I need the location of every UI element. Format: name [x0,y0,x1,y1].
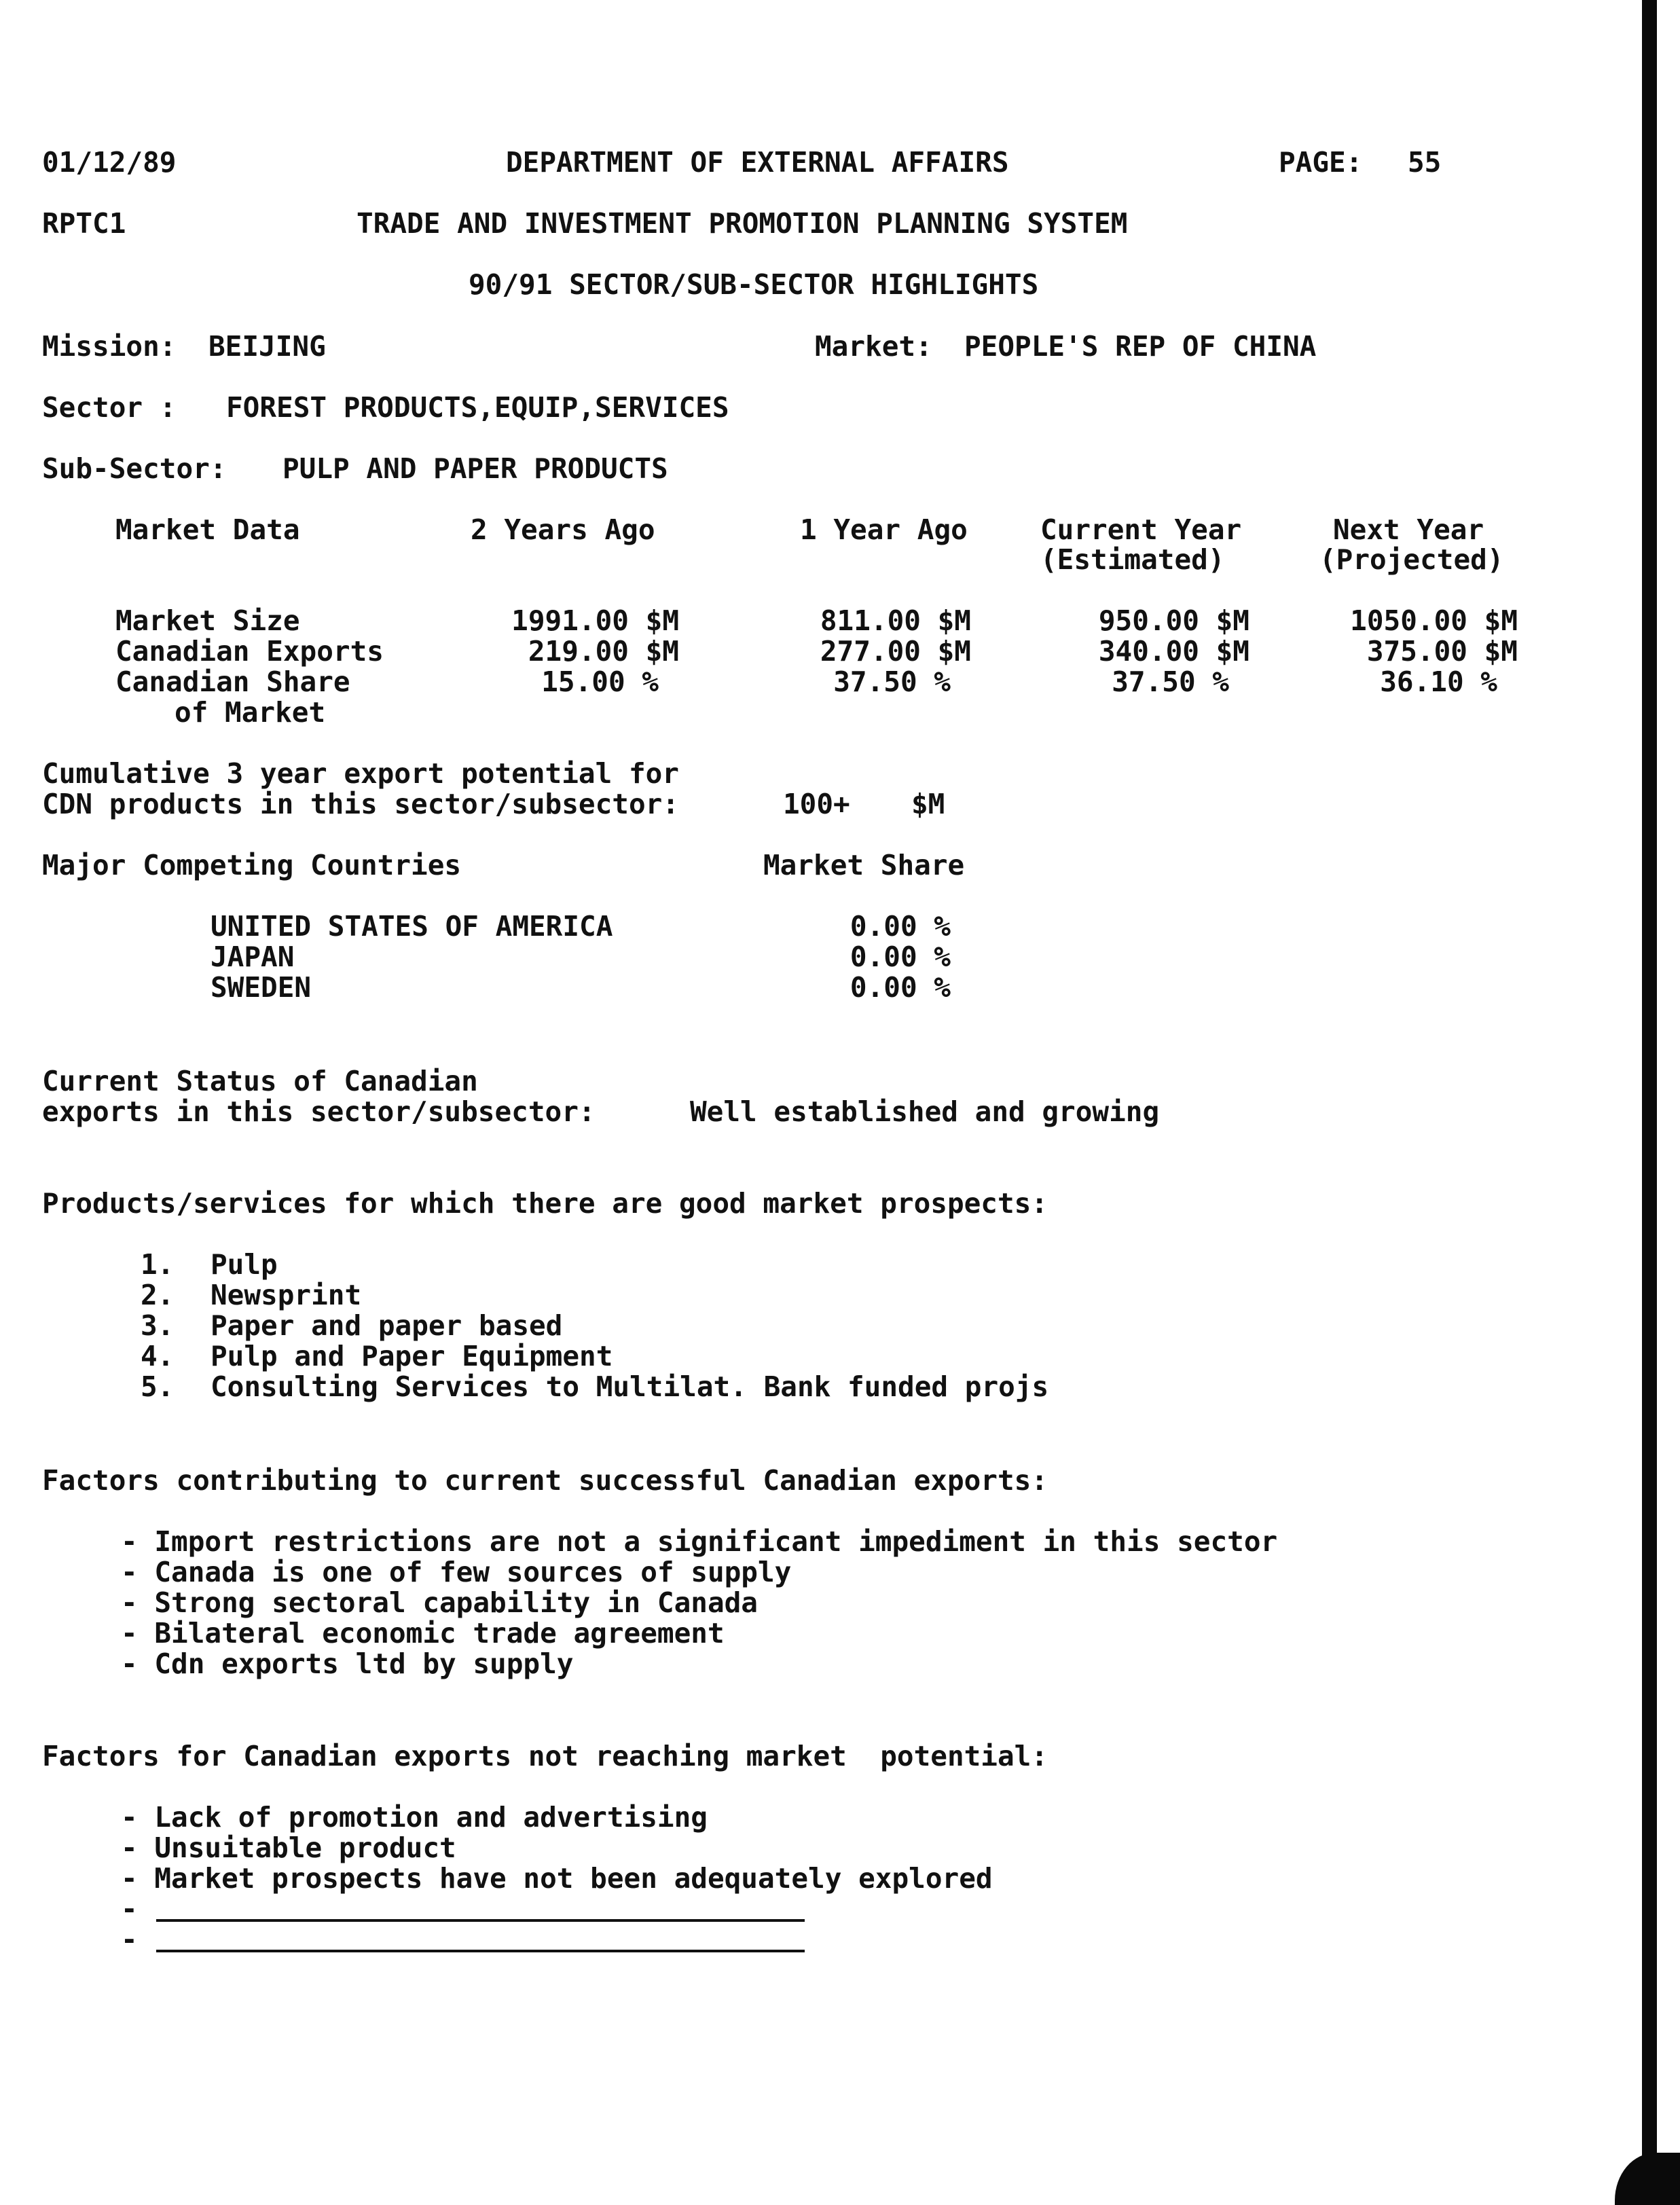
col-current-year: Current Year [1040,513,1242,546]
cell-exports-cur: 340.00 $M [1098,635,1249,668]
cell-market-size-1y: 811.00 $M [820,604,971,637]
competitors-share-header: Market Share [763,849,965,881]
product-number: 4. [141,1340,175,1372]
cumulative-label-line2: CDN products in this sector/subsector: [42,788,679,820]
blank-factor-dash: - [121,1923,138,1956]
barrier-factors-heading: Factors for Canadian exports not reaching market potential: [42,1740,1048,1772]
status-value: Well established and growing [690,1095,1160,1128]
col-one-year-ago: 1 Year Ago [800,513,968,546]
product-item: Pulp and Paper Equipment [211,1340,613,1372]
product-item: Pulp [211,1248,278,1281]
col-next-year-note: (Projected) [1319,543,1504,576]
product-number: 5. [141,1370,175,1403]
market-value: PEOPLE'S REP OF CHINA [964,330,1317,363]
competitor-country: SWEDEN [211,971,312,1004]
competitor-country: UNITED STATES OF AMERICA [211,910,613,943]
cell-market-size-next: 1050.00 $M [1350,604,1518,637]
cumulative-unit: $M [911,788,945,820]
page-number: 55 [1408,146,1442,179]
scan-edge-bar [1642,0,1657,2205]
sector-value: FOREST PRODUCTS,EQUIP,SERVICES [226,391,729,424]
cell-share-1y: 37.50 % [833,666,951,698]
row-label-canadian-share: Canadian Share [115,666,350,698]
col-current-year-note: (Estimated) [1040,543,1225,576]
scan-edge-foot [1615,2153,1680,2205]
mission-value: BEIJING [208,330,326,363]
barrier-factor-item: - Unsuitable product [121,1832,456,1864]
status-label-line1: Current Status of Canadian [42,1065,478,1097]
success-factor-item: - Cdn exports ltd by supply [121,1647,574,1680]
cell-market-size-cur: 950.00 $M [1098,604,1249,637]
col-next-year: Next Year [1333,513,1484,546]
sector-label: Sector : [42,391,177,424]
success-factor-item: - Bilateral economic trade agreement [121,1617,725,1650]
subsector-value: PULP AND PAPER PRODUCTS [282,452,668,485]
blank-factor-line [156,1919,805,1922]
cumulative-value: 100+ [783,788,850,820]
success-factor-item: - Strong sectoral capability in Canada [121,1586,758,1619]
product-number: 1. [141,1248,175,1281]
cell-share-2y: 15.00 % [541,666,659,698]
products-heading: Products/services for which there are good market prospects: [42,1187,1048,1220]
cell-share-cur: 37.50 % [1112,666,1229,698]
page-label: PAGE: [1279,146,1363,179]
product-item: Newsprint [211,1279,362,1311]
mission-label: Mission: [42,330,177,363]
row-label-canadian-share-cont: of Market [175,696,326,729]
competitor-share: 0.00 % [850,910,951,943]
cell-market-size-2y: 1991.00 $M [511,604,679,637]
barrier-factor-item: - Lack of promotion and advertising [121,1801,708,1834]
market-data-header: Market Data [115,513,300,546]
cumulative-label-line1: Cumulative 3 year export potential for [42,757,679,790]
market-label: Market: [815,330,932,363]
barrier-factor-item: - Market prospects have not been adequately explored [121,1862,993,1895]
product-number: 2. [141,1279,175,1311]
product-number: 3. [141,1309,175,1342]
competitor-share: 0.00 % [850,971,951,1004]
blank-factor-line [156,1950,805,1952]
cell-share-next: 36.10 % [1380,666,1497,698]
report-date: 01/12/89 [42,146,177,179]
department-title: DEPARTMENT OF EXTERNAL AFFAIRS [506,146,1009,179]
report-subtitle: 90/91 SECTOR/SUB-SECTOR HIGHLIGHTS [469,268,1039,301]
subsector-label: Sub-Sector: [42,452,227,485]
report-code: RPTC1 [42,207,126,240]
product-item: Paper and paper based [211,1309,563,1342]
col-two-years-ago: 2 Years Ago [471,513,655,546]
cell-exports-next: 375.00 $M [1366,635,1518,668]
success-factor-item: - Canada is one of few sources of supply [121,1556,792,1588]
cell-exports-2y: 219.00 $M [528,635,679,668]
blank-factor-dash: - [121,1893,138,1925]
system-title: TRADE AND INVESTMENT PROMOTION PLANNING SYSTEM [357,207,1128,240]
product-item: Consulting Services to Multilat. Bank funded projs [211,1370,1049,1403]
cell-exports-1y: 277.00 $M [820,635,971,668]
row-label-market-size: Market Size [115,604,300,637]
success-factor-item: - Import restrictions are not a significant impediment in this sector [121,1525,1278,1558]
row-label-canadian-exports: Canadian Exports [115,635,384,668]
success-factors-heading: Factors contributing to current successful Canadian exports: [42,1464,1048,1497]
competitor-country: JAPAN [211,941,295,973]
competitor-share: 0.00 % [850,941,951,973]
competitors-header: Major Competing Countries [42,849,462,881]
status-label-line2: exports in this sector/subsector: [42,1095,596,1128]
